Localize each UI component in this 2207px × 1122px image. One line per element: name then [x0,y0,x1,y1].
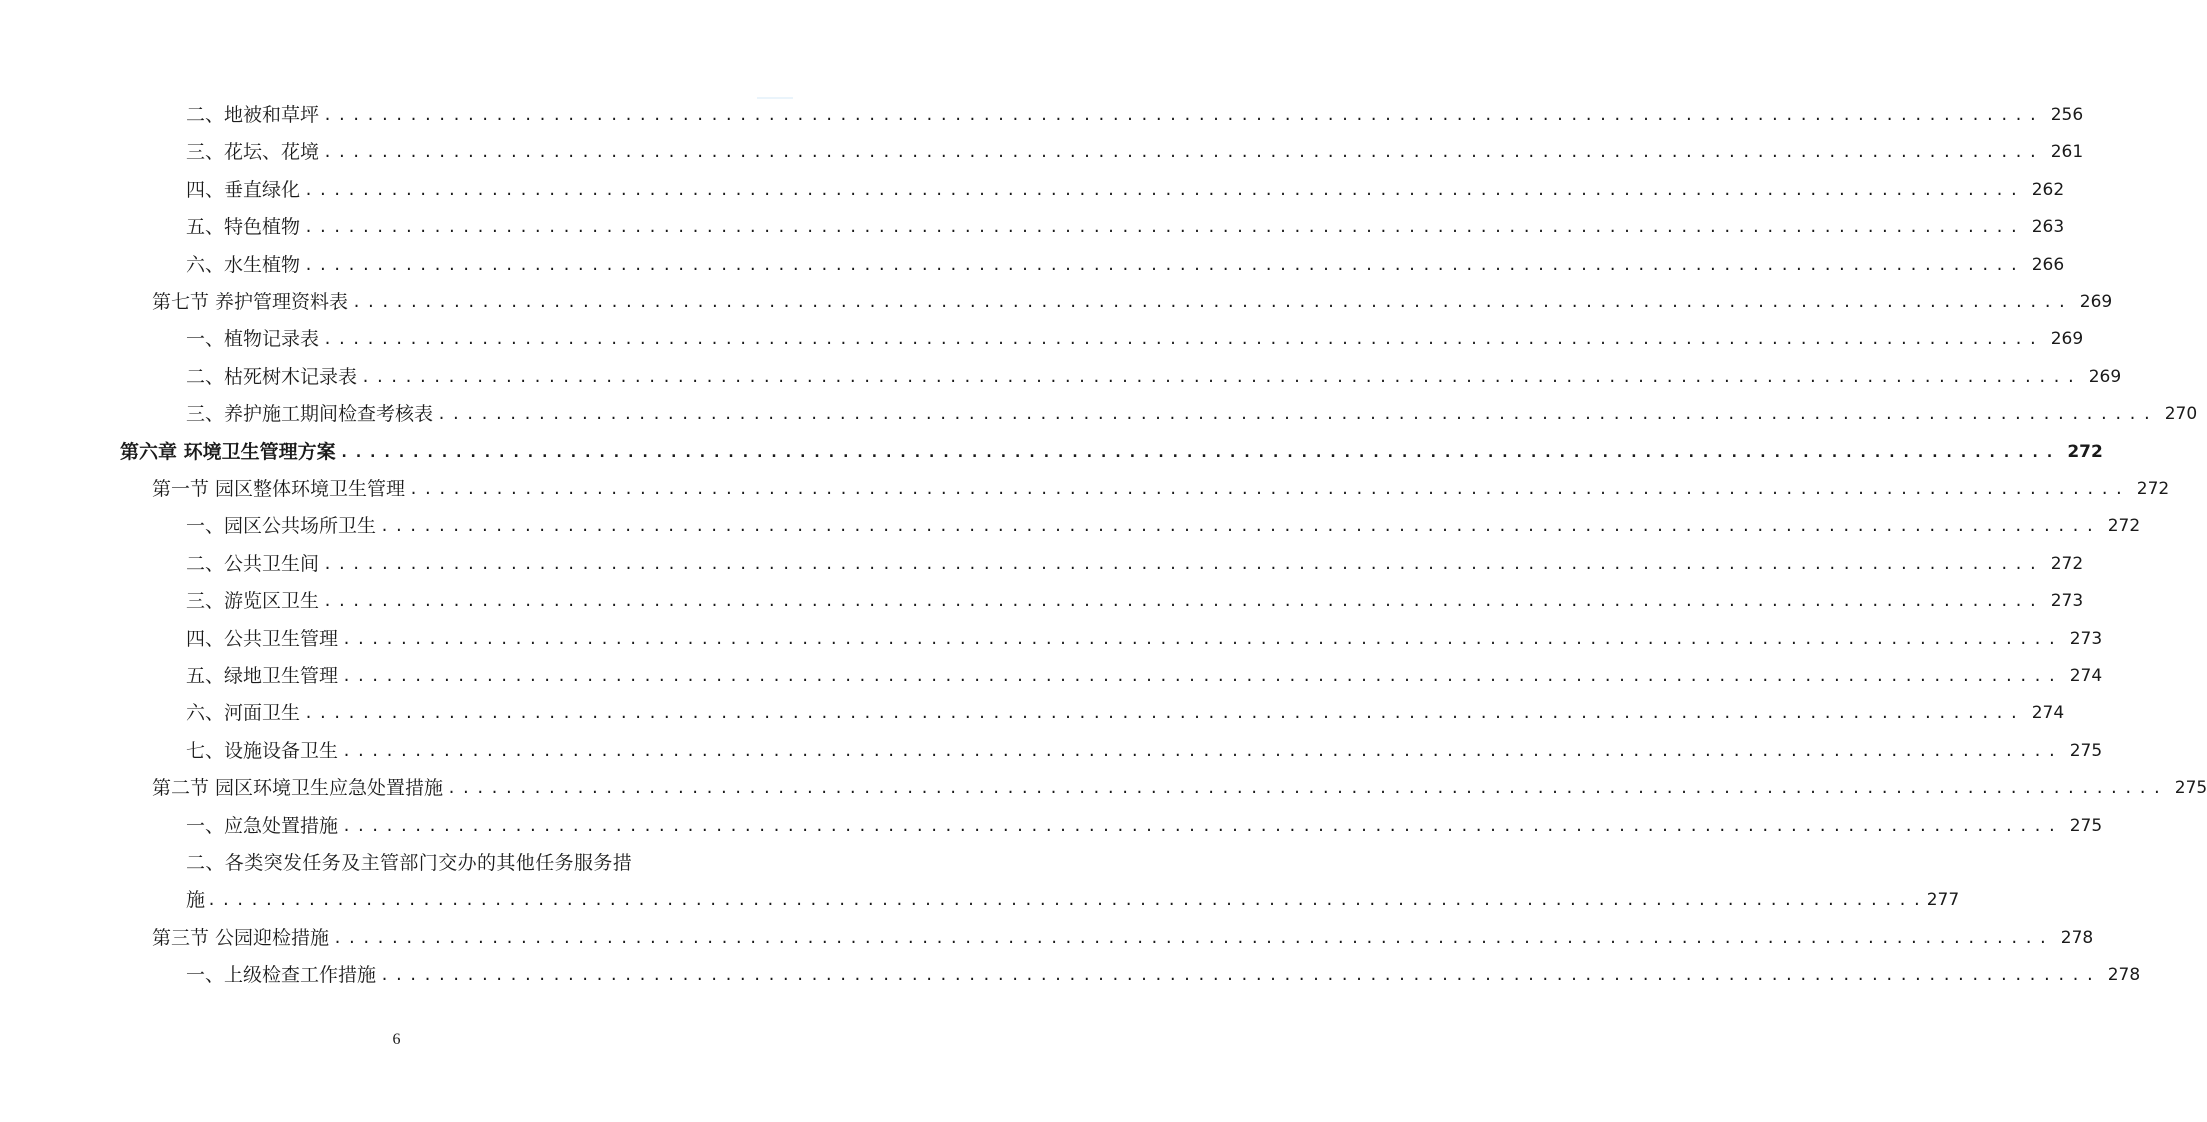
toc-entry[interactable] [186,960,2141,990]
toc-entry-label: 二、公共卫生间 [186,552,320,575]
toc-entry-label: 三、花坛、花境 [186,141,320,164]
toc-entry[interactable] [186,811,2103,841]
toc-entry[interactable] [186,137,2084,167]
toc-entry-label: 一、植物记录表 [186,328,320,351]
toc-entry[interactable] [186,586,2084,616]
toc-entry-label: 第三节 公园迎检措施 [152,926,330,949]
toc-entry[interactable] [152,923,2094,953]
toc-entry-label: 四、公共卫生管理 [186,627,339,650]
toc-entry-label: 第二节 园区环境卫生应急处置措施 [152,777,444,800]
toc-entry[interactable] [152,773,2207,803]
toc-leader-dots: ........................................................................................................................ [323,106,2043,124]
toc-entry-page: 273 [2069,628,2103,649]
toc-leader-dots: ........................................................................................................................ [409,480,2129,498]
toc-entry-page: 275 [2069,740,2103,761]
toc-leader-dots: ........................................................................................................................ [361,367,2081,386]
toc-entry-page: 270 [2164,404,2198,425]
toc-leader-dots: ........................................................................................................................ [342,816,2062,835]
toc-entry-label: 施 [186,889,206,912]
toc-entry-label: 第六章 环境卫生管理方案 [120,440,336,463]
page-edge-mark [757,97,793,99]
toc-entry-page: 272 [2050,553,2084,574]
toc-entry-label: 六、河面卫生 [186,702,301,725]
toc-leader-dots: ........................................................................................................................ [304,704,2024,723]
toc-entry[interactable] [152,474,2170,504]
toc-leader-dots: ........................................................................................................................ [342,629,2062,648]
toc-leader-dots: ........................................................................................................................ [207,891,1927,910]
page-number: 6 [392,1031,401,1048]
toc-entry-page: 263 [2031,217,2065,238]
toc-entry[interactable] [186,885,1960,915]
toc-entry-page: 262 [2031,179,2065,200]
toc-entry-page: 272 [2107,516,2141,537]
toc-leader-dots: ........................................................................................................................ [342,667,2062,685]
toc-entry-page: 274 [2031,703,2065,724]
toc-entry[interactable] [186,362,2122,392]
toc-entry-label: 三、游览区卫生 [186,590,320,613]
toc-entry-label: 第七节 养护管理资料表 [152,291,349,313]
toc-entry-page: 269 [2050,329,2084,350]
toc-leader-dots: ........................................................................................................................ [304,255,2024,274]
toc-leader-dots: ........................................................................................................................ [380,966,2100,985]
toc-leader-dots: ........................................................................................................................ [323,554,2043,573]
toc-entry-page: 275 [2069,815,2103,836]
toc-entry[interactable] [186,736,2103,766]
toc-entry-page: 273 [2050,591,2084,612]
toc-entry-page: 269 [2088,366,2122,387]
toc-entry-label: 四、垂直绿化 [186,178,301,201]
toc-entry[interactable] [152,287,2113,317]
toc-leader-dots: ........................................................................................................................ [352,293,2072,311]
toc-entry-page: 277 [1926,890,1960,911]
toc-entry-label: 第一节 园区整体环境卫生管理 [152,478,406,500]
toc-leader-dots: ........................................................................................................................ [447,779,2167,798]
toc-leader-dots: ........................................................................................................................ [323,330,2043,349]
toc-entry-label: 一、上级检查工作措施 [186,964,377,987]
toc-entry-label: 六、水生植物 [186,253,301,276]
toc-entry-page: 278 [2060,927,2094,948]
toc-entry[interactable] [186,399,2198,429]
toc-entry-page: 275 [2174,778,2207,799]
toc-entry[interactable] [186,698,2065,728]
toc-entry[interactable] [186,511,2141,541]
toc-entry-page: 278 [2107,965,2141,986]
toc-entry-label: 五、特色植物 [186,216,301,239]
toc-entry[interactable] [186,212,2065,242]
toc-entry[interactable] [186,100,2084,130]
toc-entry[interactable] [120,437,2103,467]
toc-entry[interactable] [186,661,2103,691]
toc-entry-page: 272 [2067,441,2103,462]
toc-leader-dots: ........................................................................................................................ [304,218,2024,237]
toc-entry[interactable] [186,324,2084,354]
toc-entry[interactable] [186,175,2065,205]
toc-entry-label: 二、枯死树木记录表 [186,365,358,388]
toc-leader-dots: ........................................................................................................................ [304,180,2024,199]
toc-leader-dots: ........................................................................................................................ [339,442,2060,461]
toc-entry-page: 256 [2050,105,2084,125]
toc-leader-dots: ........................................................................................................................ [333,928,2053,947]
toc-leader-dots: ........................................................................................................................ [323,592,2043,611]
toc-entry-page: 272 [2136,479,2170,499]
toc-entry-page: 261 [2050,142,2084,163]
toc-entry-page: 269 [2079,292,2113,312]
toc-leader-dots: ........................................................................................................................ [323,143,2043,162]
toc-entry-page: 274 [2069,666,2103,686]
toc-entry[interactable] [186,624,2103,654]
toc-entry-label: 五、绿地卫生管理 [186,665,339,687]
toc-leader-dots: ........................................................................................................................ [342,741,2062,760]
toc-entry-label: 三、养护施工期间检查考核表 [186,403,434,426]
toc-entry-label: 二、地被和草坪 [186,104,320,126]
toc-leader-dots: ........................................................................................................................ [380,517,2100,536]
toc-entry-label: 一、园区公共场所卫生 [186,515,377,538]
toc-entry-label: 二、各类突发任务及主管部门交办的其他任务服务措 [186,852,633,874]
toc-entry[interactable] [186,250,2065,280]
toc-entry[interactable] [186,848,674,878]
toc-entry-label: 一、应急处置措施 [186,814,339,837]
toc-entry-label: 七、设施设备卫生 [186,739,339,762]
toc-entry-page: 266 [2031,254,2065,275]
toc-leader-dots: ........................................................................................................................ [437,405,2157,424]
toc-entry[interactable] [186,549,2084,579]
